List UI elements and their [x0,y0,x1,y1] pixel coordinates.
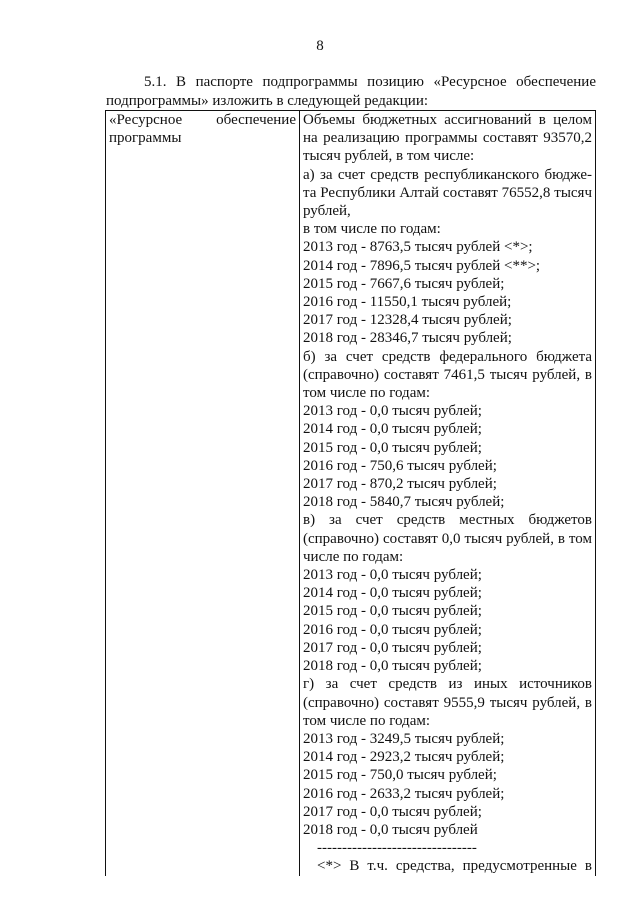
label-word-2: обеспечение [216,112,296,128]
year-line: 2016 год - 750,6 тысяч рублей; [303,457,497,474]
intro-line-2: подпрограммы» изложить в следующей редакции: [106,93,429,109]
year-line: 2017 год - 0,0 тысяч рублей; [303,639,482,656]
year-line: 2014 год - 2923,2 тысяч рублей; [303,749,505,766]
year-line: 2018 год - 0,0 тысяч рублей [303,821,478,838]
federal-budget-heading: б) за счет средств федерального бюджета (справочно) составят 7461,5 тысяч рублей, в том числе по годам: [303,348,592,402]
footnote-text: <*> В т.ч. средства, предусмотренные в [317,858,592,875]
year-line: 2014 год - 0,0 тысяч рублей; [303,585,482,602]
year-line: 2016 год - 0,0 тысяч рублей; [303,621,482,638]
passport-table [105,110,596,876]
year-line: 2017 год - 870,2 тысяч рублей; [303,476,497,493]
footnote-separator: -------------------------------- [317,840,477,857]
other-years-list [303,730,592,839]
year-line: 2013 год - 0,0 тысяч рублей; [303,403,482,420]
table-row [106,111,596,876]
local-years-list [303,566,592,675]
other-sources-heading: г) за счет средств из иных источников (справочно) составят 9555,9 тысяч рублей, в том числе по годам: [303,676,592,729]
resource-content-cell [300,111,596,876]
total-paragraph: Объемы бюджетных ассигнований в целом на реализацию программы составят 93570,2 тысяч рублей, в том числе: [303,112,592,165]
year-line: 2015 год - 7667,6 тысяч рублей; [303,275,505,292]
page-number: 8 [316,38,324,54]
local-budget-heading: в) за счет средств местных бюджетов (справочно) составят 0,0 тысяч рублей, в том числе по годам: [303,512,592,565]
position-label-cell [106,111,300,876]
year-line: 2017 год - 0,0 тысяч рублей; [303,803,482,820]
year-line: 2013 год - 3249,5 тысяч рублей; [303,730,505,747]
year-line: 2018 год - 5840,7 тысяч рублей; [303,494,505,511]
republic-budget-subheading: в том числе по годам: [303,221,441,238]
label-word-3: программы [109,130,182,147]
position-label [109,111,296,147]
intro-line-1: 5.1. В паспорте подпрограммы позицию «Ресурсное обеспечение [144,74,596,90]
federal-years-list [303,402,592,511]
year-line: 2015 год - 750,0 тысяч рублей; [303,767,497,784]
republic-budget-heading: а) за счет средств республиканского бюдже- та Республики Алтай составят 76552,8 тысяч рублей, [303,166,592,220]
year-line: 2014 год - 7896,5 тысяч рублей <**>; [303,257,541,274]
year-line: 2014 год - 0,0 тысяч рублей; [303,421,482,438]
year-line: 2016 год - 11550,1 тысяч рублей; [303,294,512,311]
republic-years-list [303,238,592,347]
intro-paragraph [106,73,596,111]
year-line: 2018 год - 0,0 тысяч рублей; [303,658,482,675]
year-line: 2015 год - 0,0 тысяч рублей; [303,603,482,620]
year-line: 2017 год - 12328,4 тысяч рублей; [303,312,512,329]
year-line: 2018 год - 28346,7 тысяч рублей; [303,330,512,347]
year-line: 2013 год - 8763,5 тысяч рублей <*>; [303,239,533,256]
year-line: 2013 год - 0,0 тысяч рублей; [303,567,482,584]
year-line: 2015 год - 0,0 тысяч рублей; [303,439,482,456]
label-word-1: «Ресурсное [109,112,183,128]
year-line: 2016 год - 2633,2 тысяч рублей; [303,785,505,802]
